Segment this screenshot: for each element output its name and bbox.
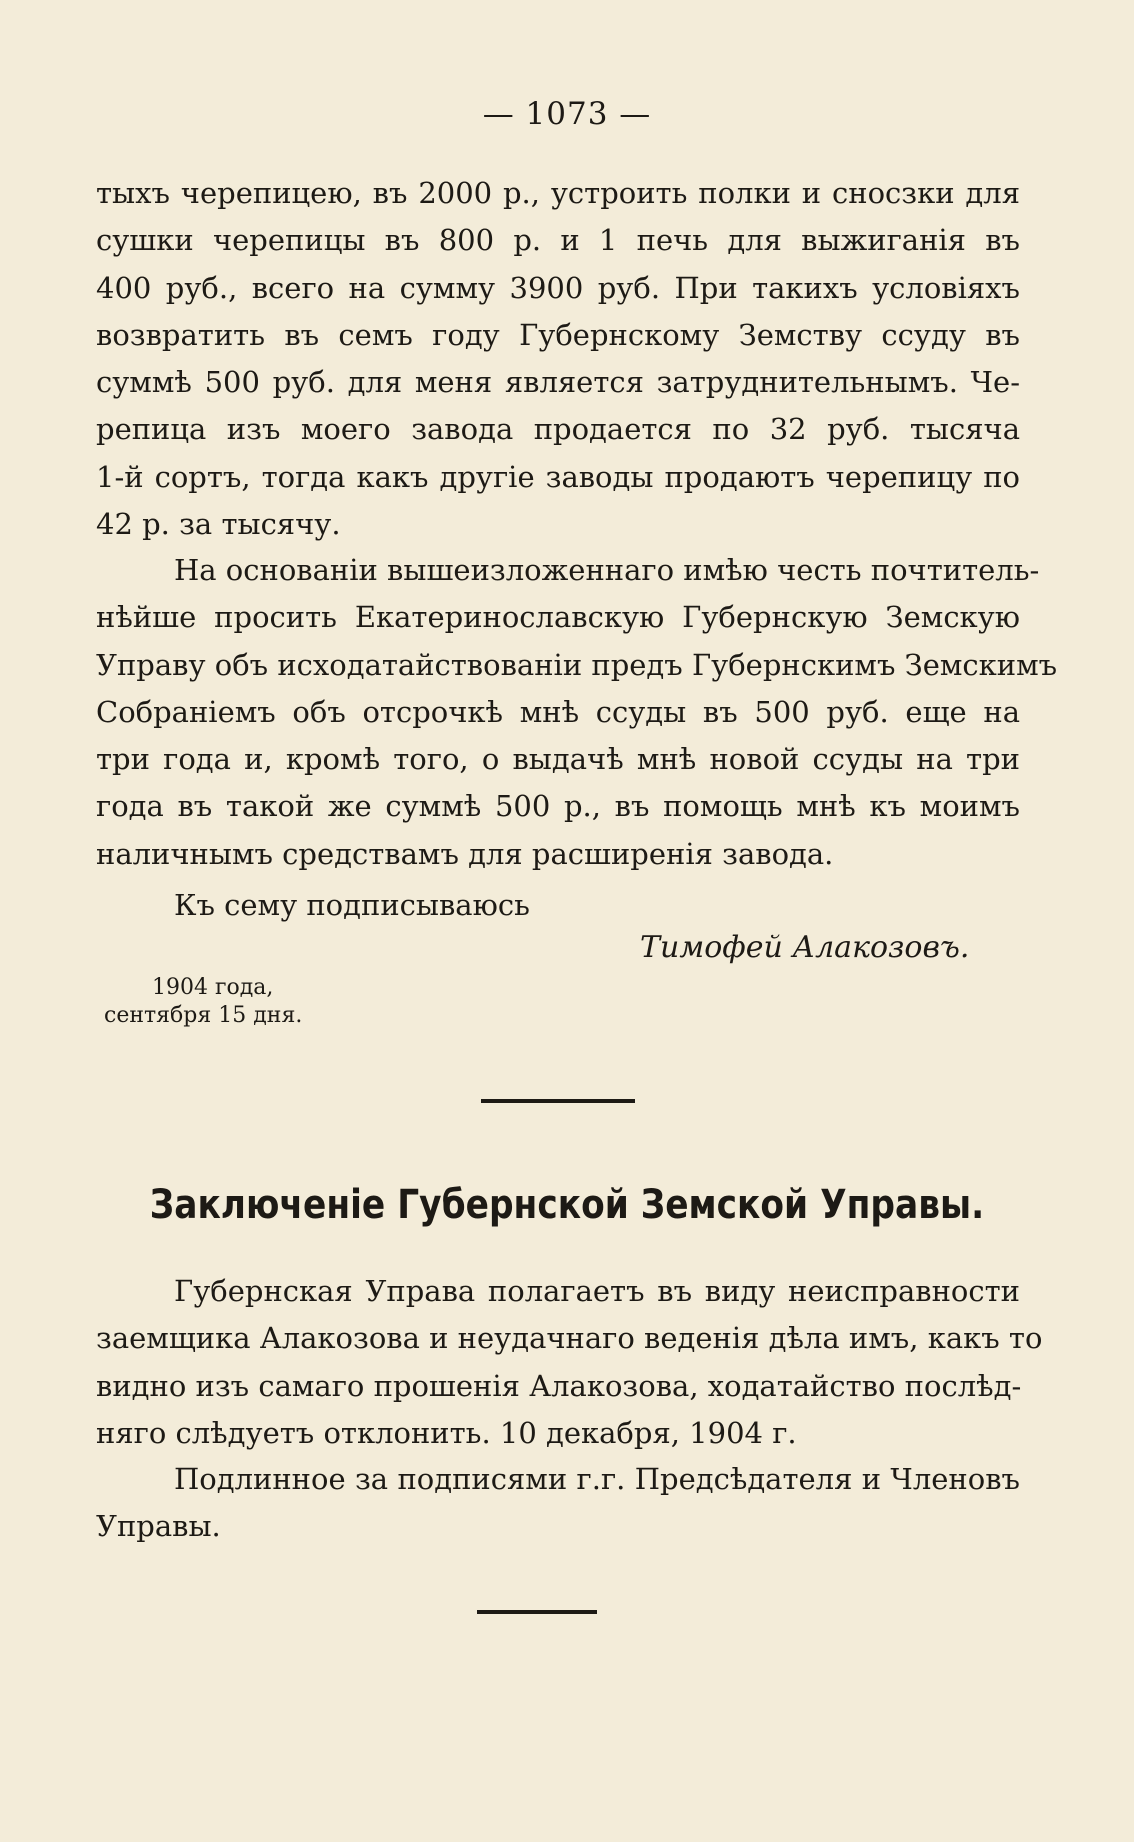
text-line: 42 р. за тысячу.: [96, 507, 341, 542]
signature: Тимофей Алакозовъ.: [640, 930, 970, 965]
text-line: На основаніи вышеизложеннаго имѣю честь почтитель-: [174, 553, 1040, 587]
text-line: сушки черепицы въ 800 р. и 1 печь для выжиганія въ: [96, 223, 1020, 258]
section-heading: Заключеніе Губернской Земской Управы.: [149, 1182, 985, 1228]
text-line: Управу объ исходатайствованіи предъ Губернскимъ Земскимъ: [96, 647, 1058, 682]
paragraph-closing: [96, 882, 1020, 929]
text-line: наличнымъ средствамъ для расширенія завода.: [96, 836, 834, 871]
text-line: няго слѣдуетъ отклонить. 10 декабря, 1904 г.: [96, 1415, 797, 1450]
paragraph-conclusion: [96, 1268, 1043, 1457]
text-line: 400 руб., всего на сумму 3900 руб. При такихъ условіяхъ: [96, 270, 1020, 305]
text-line: Губернская Управа полагаетъ въ виду неисправности: [174, 1274, 1020, 1308]
text-line: Подлинное за подписями г.г. Предсѣдателя и Членовъ: [174, 1462, 1020, 1496]
text-line: репица изъ моего завода продается по 32 руб. тысяча: [96, 412, 1020, 447]
text-line: 1-й сортъ, тогда какъ другіе заводы продаютъ черепицу по: [96, 459, 1020, 494]
text-line: Управы.: [96, 1509, 221, 1544]
paragraph-request: [96, 547, 1058, 878]
text-line: три года и, кромѣ того, о выдачѣ мнѣ новой ссуды на три: [96, 742, 1020, 777]
text-line: видно изъ самаго прошенія Алакозова, ходатайство послѣд-: [96, 1368, 1022, 1403]
text-line: суммѣ 500 руб. для меня является затруднительнымъ. Че-: [96, 365, 1020, 400]
text-line: Собраніемъ объ отсрочкѣ мнѣ ссуды въ 500 руб. еще на: [96, 694, 1020, 729]
divider-rule: [481, 1099, 635, 1103]
paragraph-attestation: [96, 1456, 1020, 1551]
text-line: возвратить въ семъ году Губернскому Земству ссуду въ: [96, 317, 1020, 352]
text-line: года въ такой же суммѣ 500 р., въ помощь мнѣ къ моимъ: [96, 789, 1020, 824]
text-line: заемщика Алакозова и неудачнаго веденія дѣла имъ, какъ то: [96, 1321, 1043, 1356]
text-line: тыхъ черепицею, въ 2000 р., устроить полки и сносзки для: [96, 176, 1020, 210]
divider-rule: [477, 1610, 597, 1614]
text-line: нѣйше просить Екатеринославскую Губернскую Земскую: [96, 600, 1020, 635]
date-year: 1904 года,: [152, 975, 274, 1000]
text-line: Къ сему подписываюсь: [174, 888, 530, 922]
paragraph-tile-expenses: [96, 170, 1020, 548]
date-day: сентября 15 дня.: [104, 1003, 303, 1028]
page-number: — 1073 —: [482, 96, 652, 132]
date-block: [104, 974, 302, 1030]
